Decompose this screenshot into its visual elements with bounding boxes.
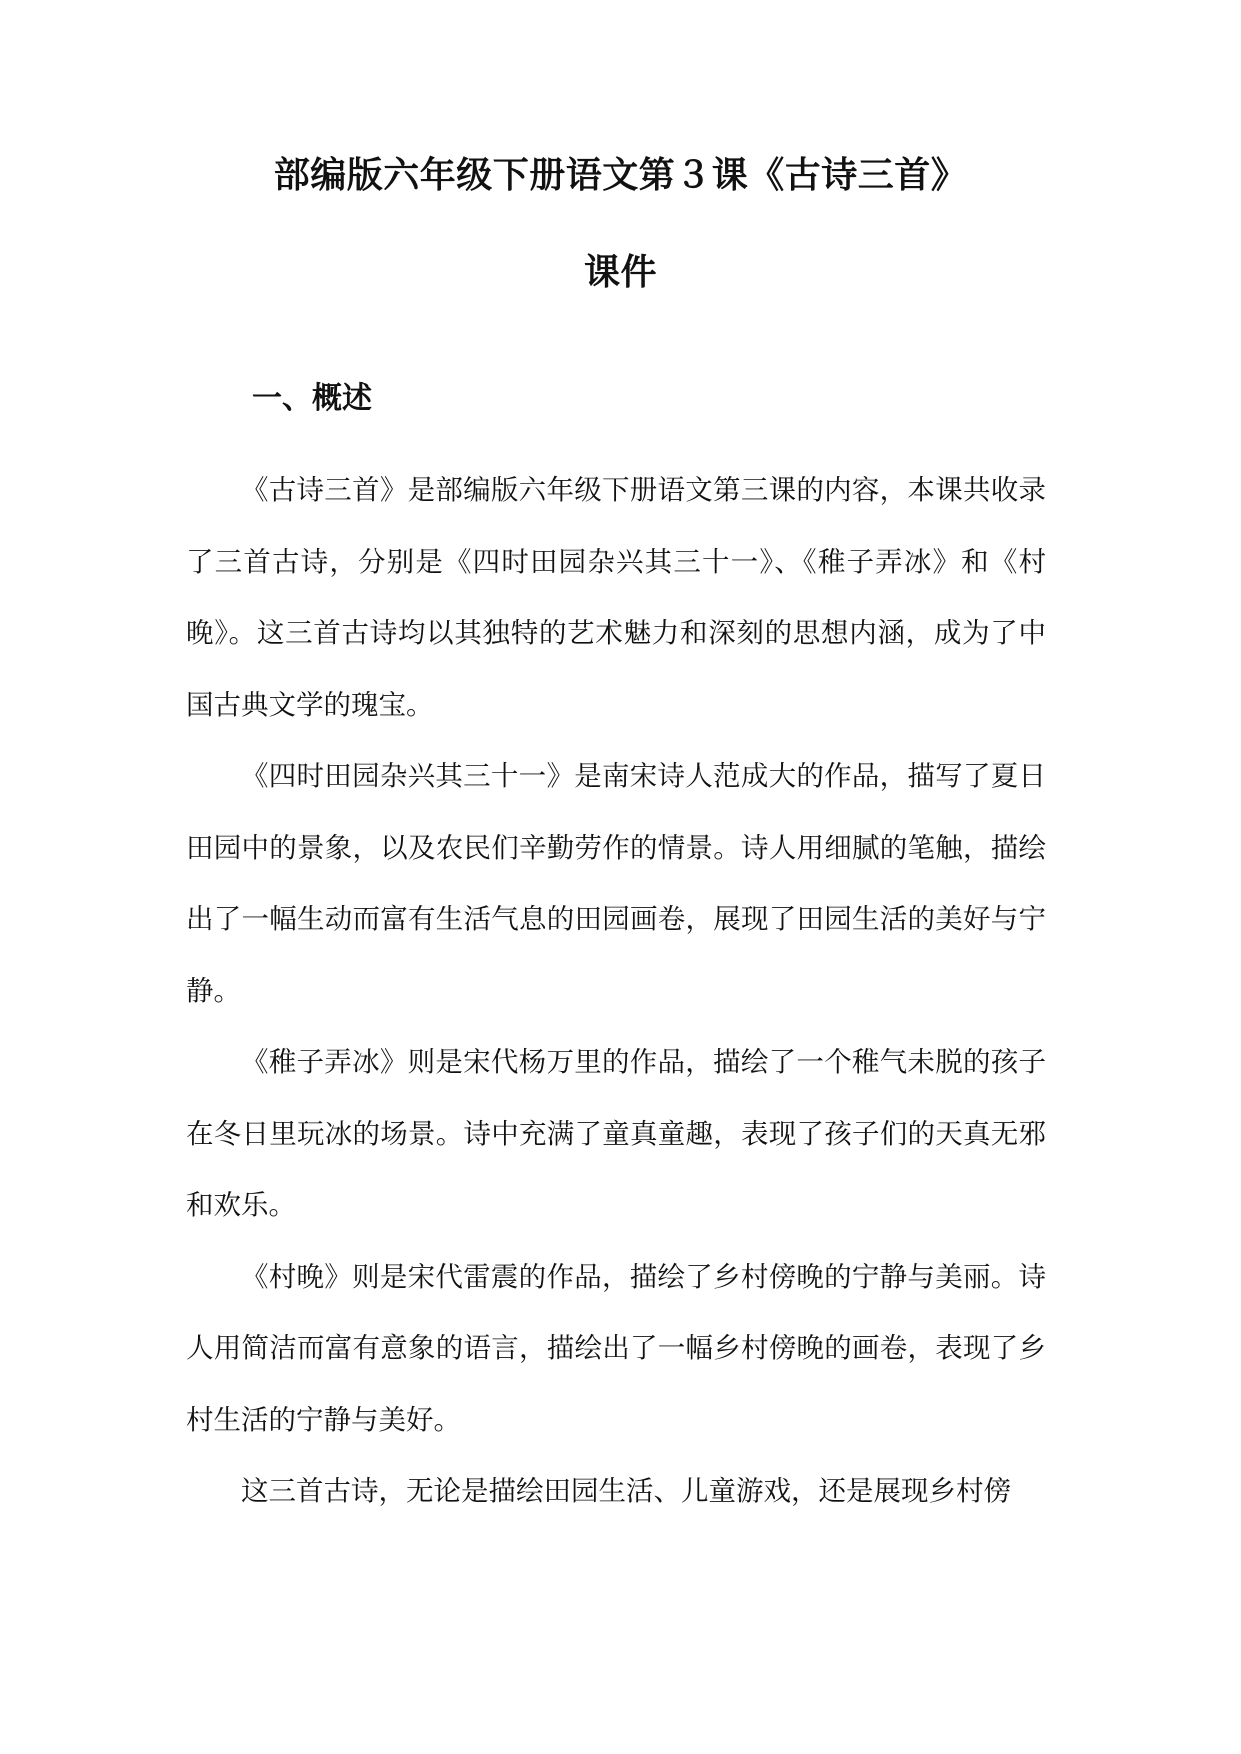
paragraph: 《稚子弄冰》则是宋代杨万里的作品，描绘了一个稚气未脱的孩子在冬日里玩冰的场景。诗中充满了童真童趣，表现了孩子们的天真无邪和欢乐。: [186, 1046, 1046, 1221]
section-body: [186, 455, 1046, 1528]
paragraph: 这三首古诗，无论是描绘田园生活、儿童游戏，还是展现乡村傍: [241, 1475, 1011, 1507]
paragraph: 《古诗三首》是部编版六年级下册语文第三课的内容，本课共收录了三首古诗，分别是《四时田园杂兴其三十一》、《稚子弄冰》和《村晚》。这三首古诗均以其独特的艺术魅力和深刻的思想内涵，成为了中国古典文学的瑰宝。: [186, 474, 1046, 721]
document-title: 部编版六年级下册语文第３课《古诗三首》: [273, 155, 968, 196]
paragraph: 《村晚》则是宋代雷震的作品，描绘了乡村傍晚的宁静与美丽。诗人用简洁而富有意象的语言，描绘出了一幅乡村傍晚的画卷，表现了乡村生活的宁静与美好。: [186, 1260, 1046, 1436]
document-subtitle: 课件: [583, 252, 657, 293]
paragraph: 《四时田园杂兴其三十一》是南宋诗人范成大的作品，描写了夏日田园中的景象，以及农民们辛勤劳作的情景。诗人用细腻的笔触，描绘出了一幅生动而富有生活气息的田园画卷，展现了田园生活的美好与宁静。: [186, 760, 1046, 1007]
section-heading: 一、概述: [252, 381, 372, 416]
